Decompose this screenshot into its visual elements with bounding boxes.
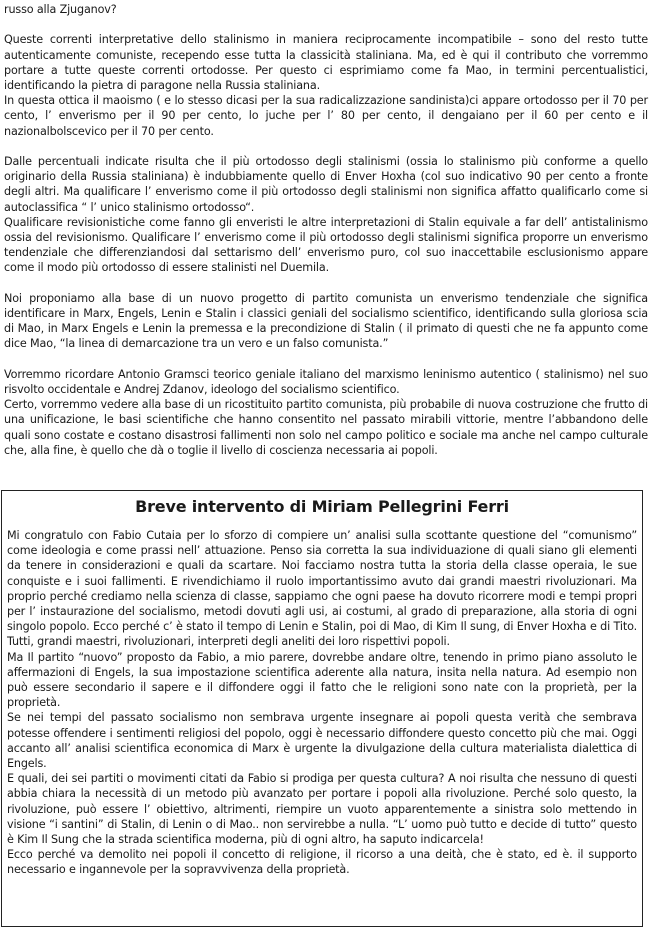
article-title: Breve intervento di Miriam Pellegrini Ferri	[135, 497, 509, 516]
article-body	[7, 528, 637, 878]
paragraph: Noi proponiamo alla base di un nuovo progetto di partito comunista un enverismo tendenziale che significa identificare in Marx, Engels, Lenin e Stalin i classici geniali del socialismo scientifico, identificando sulla gloriosa scia di Mao, in Marx Engels e Lenin la premessa e la precondizione di Stalin ( il primato di questi che ne fa appunto come dice Mao, “la linea di demarcazione tra un vero e un falso comunista.”	[4, 291, 648, 351]
paragraph: Qualificare revisionistiche come fanno gli enveristi le altre interpretazioni di Stalin equivale a far dell’ antistalinismo ossia del revisionismo. Qualificare l’ enverismo come il più ortodosso degli stalinismi significa proporre un enverismo tendenziale che differenziandosi dal settarismo dell’ enverismo puro, col suo inaccettabile esclusionismo appare come il modo più ortodosso di essere stalinisti nel Duemila.	[4, 215, 648, 275]
paragraph: Se nei tempi del passato socialismo non sembrava urgente insegnare ai popoli questa verità che sembrava potesse offendere i sentimenti religiosi del popolo, oggi è necessario diffondere questo concetto più che mai. Oggi accanto all’ analisi scientifica economica di Marx è urgente la divulgazione della cultura materialista dialettica di Engels.	[7, 711, 637, 771]
article-continuation	[4, 2, 648, 458]
paragraph: Certo, vorremmo vedere alla base di un ricostituito partito comunista, più probabile di nuova costruzione che frutto di una unificazione, le basi scientifiche che hanno consentito nel passato mirabili vittorie, mentre l’abbandono delle quali sono costate e costano disastrosi fallimenti non solo nel campo politico e sociale ma anche nel campo culturale che, alla fine, è quello che dà o toglie il livello di coscienza necessaria ai popoli.	[4, 398, 648, 457]
paragraph: Mi congratulo con Fabio Cutaia per lo sforzo di compiere un’ analisi sulla scottante questione del “comunismo” come ideologia e come prassi nell’ attuazione. Penso sia corretta la sua individuazione di quali siano gli elementi da tenere in considerazioni e quali da scartare. Noi facciamo nostra tutta la storia della classe operaia, le sue conquiste e i suoi fallimenti. E rivendichiamo il ruolo importantissimo avuto dai grandi maestri rivoluzionari. Ma proprio perché crediamo nella scienza di classe, sappiamo che ogni paese ha dovuto ricorrere modi e tempi propri per l’ instaurazione del socialismo, metodi dovuti agli usi, ai costumi, al grado di preparazione, alla storia di ogni singolo popolo. Ecco perché c’ è stato il tempo di Lenin e Stalin, poi di Mao, di Kim Il sung, di Enver Hoxha e di Tito. Tutti, grandi maestri, rivoluzionari, interpreti degli aneliti dei loro rispettivi popoli.	[7, 529, 637, 649]
paragraph: russo alla Zjuganov?	[4, 3, 117, 16]
paragraph: Vorremmo ricordare Antonio Gramsci teorico geniale italiano del marxismo leninismo autentico ( stalinismo) nel suo risvolto occidentale e Andrej Zdanov, ideologo del socialismo scientifico.	[4, 367, 648, 397]
paragraph: Ma Il partito “nuovo” proposto da Fabio, a mio parere, dovrebbe andare oltre, tenendo in primo piano assoluto le affermazioni di Engels, la sua impostazione scientifica aderente alla natura, insita nella natura. Ad esempio non può essere secondario il sapere e il diffondere oggi il fatto che le religioni sono nate con la proprietà, per la proprietà.	[7, 650, 637, 710]
boxed-article	[1, 490, 643, 927]
document-page	[4, 2, 648, 458]
paragraph: Ecco perché va demolito nei popoli il concetto di religione, il ricorso a una deità, che è stato, ed è. il supporto necessario e ingannevole per la sopravvivenza della proprietà.	[7, 848, 637, 877]
paragraph: In questa ottica il maoismo ( e lo stesso dicasi per la sua radicalizzazione sandinista)ci appare ortodosso per il 70 per cento, l’ enverismo per il 90 per cento, lo juche per l’ 80 per cento, il dengaiano per il 60 per cento e il nazionalbolscevico per il 70 per cento.	[4, 94, 648, 138]
paragraph: E quali, dei sei partiti o movimenti citati da Fabio si prodiga per questa cultura? A noi risulta che nessuno di questi abbia chiara la necessità di un metodo più avanzato per portare i popoli alla rivoluzione. Perché solo questo, la rivoluzione, può essere l’ obiettivo, altrimenti, riempire un vuoto apparentemente a sinistra solo mettendo in visione “i santini” di Stalin, di Lenin o di Mao.. non servirebbe a nulla. “L’ uomo può tutto e decide di tutto” questo è Kim Il Sung che la strada scientifica moderna, più di ogni altro, ha saputo indicarcela!	[7, 772, 637, 847]
paragraph: Queste correnti interpretative dello stalinismo in maniera reciprocamente incompatibile – sono del resto tutte autenticamente comuniste, recependo esse tutta la classicità staliniana. Ma, ed è qui il contributo che vorremmo portare a tutte queste correnti ortodosse. Per questo ci esprimiamo come fa Mao, in termini percentualistici, identificando la pietra di paragone nella Russia staliniana.	[4, 33, 648, 92]
paragraph: Dalle percentuali indicate risulta che il più ortodosso degli stalinismi (ossia lo stalinismo più conforme a quello originario della Russia staliniana) è indubbiamente quello di Enver Hoxha (col suo indicativo 90 per cento a fronte degli altri. Ma qualificare l’ enverismo come il più ortodosso degli stalinismi non significa affatto qualificarlo come si autoclassifica “ l’ unico stalinismo ortodosso“.	[4, 155, 648, 214]
